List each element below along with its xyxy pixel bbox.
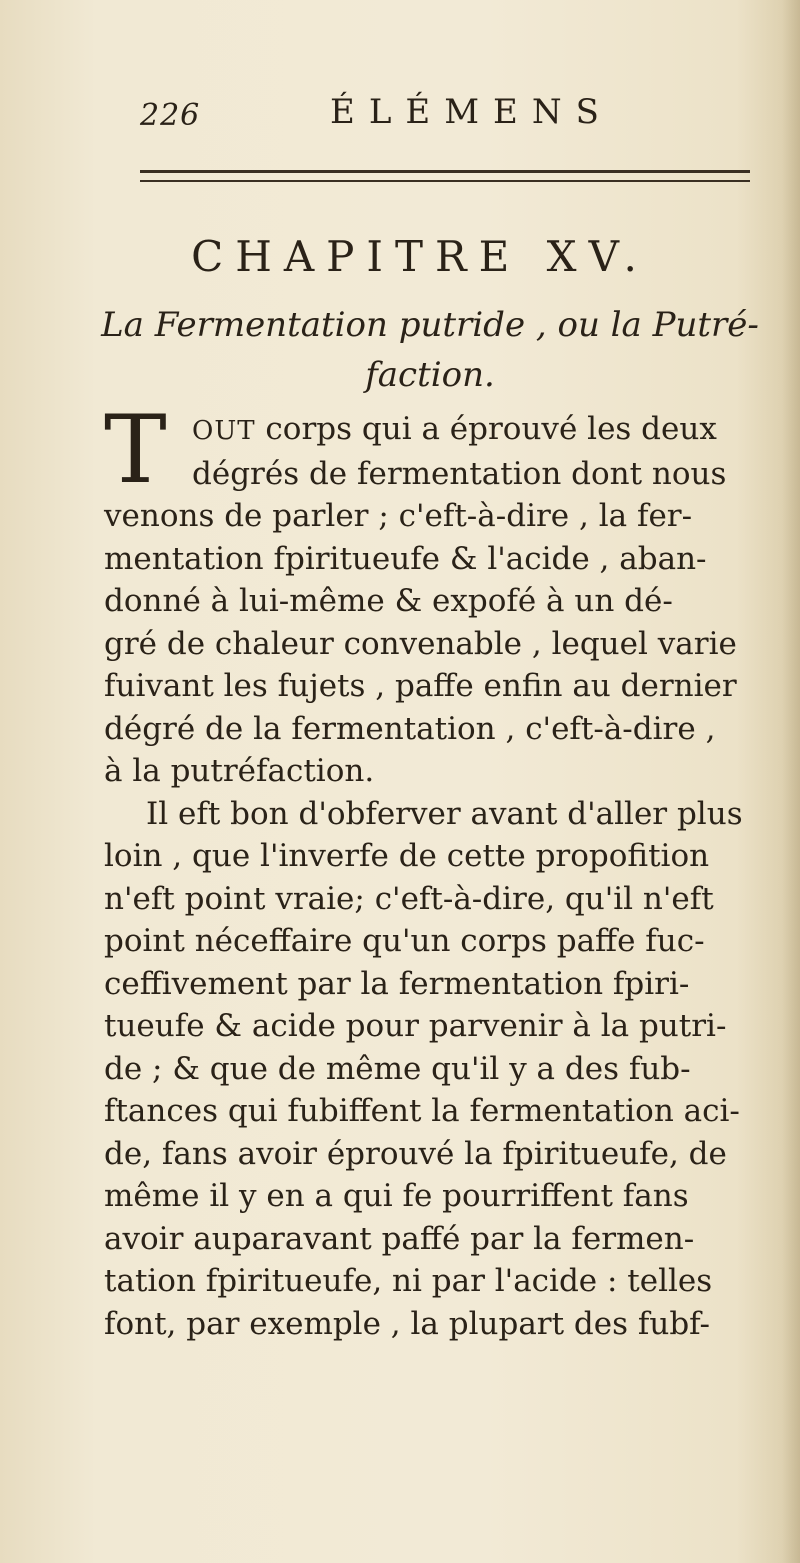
text-line: de ; & que de même qu'il y a des fub- xyxy=(104,1050,691,1087)
running-head xyxy=(140,92,660,140)
text-line: ceffivement par la fermentation fpiri- xyxy=(104,965,690,1002)
text-line: gré de chaleur convenable , lequel varie xyxy=(104,625,737,662)
running-title: ÉLÉMENS xyxy=(330,92,613,132)
text-line: avoir auparavant paffé par la fermen- xyxy=(104,1220,695,1257)
text-line: à la putréfaction. xyxy=(104,753,375,789)
paragraph-1 xyxy=(104,396,764,793)
text-line: venons de parler ; c'eft-à-dire , la fer- xyxy=(104,498,693,534)
page-edge-shadow xyxy=(782,0,800,1563)
text-line: même il y en a qui fe pourriffent fans xyxy=(104,1178,689,1214)
text-line: font, par exemple , la plupart des fubf- xyxy=(104,1305,711,1342)
text-line: ftances qui fubiffent la fermentation aci- xyxy=(104,1093,740,1129)
page-number: 226 xyxy=(140,98,201,133)
text-line: tation fpiritueufe, ni par l'acide : telles xyxy=(104,1263,713,1299)
section-title xyxy=(100,300,760,400)
text-line: de, fans avoir éprouvé la fpiritueufe, de xyxy=(104,1135,727,1172)
chapter-title: CHAPITRE XV. xyxy=(191,232,649,281)
text-line: dégré de la fermentation , c'eft-à-dire , xyxy=(104,710,716,747)
text-line: donné à lui-même & expofé à un dé- xyxy=(104,583,673,619)
section-title-line-2: faction. xyxy=(365,355,495,395)
paragraph-2 xyxy=(104,793,764,1346)
text-line: fuivant les fujets , paffe enfin au dernier xyxy=(104,668,737,704)
text-line xyxy=(104,408,764,453)
text-line: mentation fpiritueufe & l'acide , aban- xyxy=(104,540,707,577)
first-word-small-caps: OUT xyxy=(192,416,256,446)
header-rule xyxy=(140,170,750,182)
text-line: tueufe & acide pour parvenir à la putri- xyxy=(104,1008,727,1044)
text-line: loin , que l'inverfe de cette propofition xyxy=(104,838,710,874)
text-line: point néceffaire qu'un corps paffe fuc- xyxy=(104,923,705,959)
text-line: Il eft bon d'obferver avant d'aller plus xyxy=(146,795,743,832)
text-line: n'eft point vraie; c'eft-à-dire, qu'il n'eft xyxy=(104,880,714,917)
text-line: dégrés de fermentation dont nous xyxy=(192,455,727,492)
text-line-rest: corps qui a éprouvé les deux xyxy=(255,411,717,447)
drop-cap: T xyxy=(104,396,167,505)
section-title-line-1: La Fermentation putride , ou la Putré- xyxy=(101,305,759,345)
body-text xyxy=(104,396,764,1345)
